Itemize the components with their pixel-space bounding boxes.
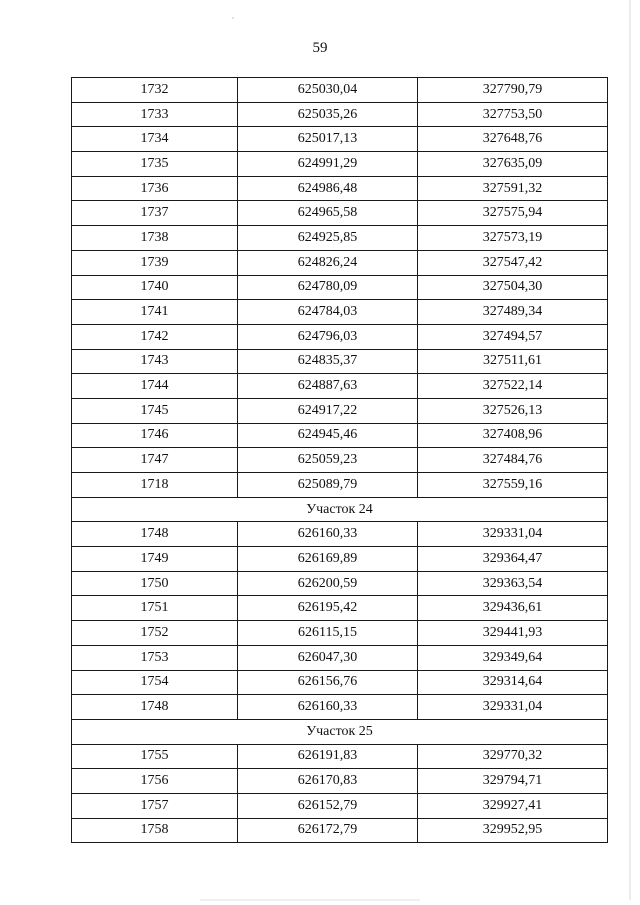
point-number-cell: 1743 bbox=[72, 349, 238, 374]
table-row bbox=[72, 324, 608, 349]
x-coordinate-cell: 625089,79 bbox=[238, 473, 418, 498]
table-row bbox=[72, 522, 608, 547]
table-row bbox=[72, 78, 608, 103]
y-coordinate-cell: 329331,04 bbox=[418, 522, 608, 547]
x-coordinate-cell: 625030,04 bbox=[238, 78, 418, 103]
table-row bbox=[72, 571, 608, 596]
x-coordinate-cell: 624784,03 bbox=[238, 300, 418, 325]
y-coordinate-cell: 327753,50 bbox=[418, 102, 608, 127]
point-number-cell: 1748 bbox=[72, 695, 238, 720]
point-number-cell: 1758 bbox=[72, 818, 238, 843]
y-coordinate-cell: 327494,57 bbox=[418, 324, 608, 349]
y-coordinate-cell: 329927,41 bbox=[418, 793, 608, 818]
section-row bbox=[72, 497, 608, 522]
x-coordinate-cell: 626156,76 bbox=[238, 670, 418, 695]
x-coordinate-cell: 626200,59 bbox=[238, 571, 418, 596]
x-coordinate-cell: 626160,33 bbox=[238, 522, 418, 547]
y-coordinate-cell: 327408,96 bbox=[418, 423, 608, 448]
y-coordinate-cell: 329349,64 bbox=[418, 645, 608, 670]
point-number-cell: 1744 bbox=[72, 374, 238, 399]
x-coordinate-cell: 626172,79 bbox=[238, 818, 418, 843]
x-coordinate-cell: 624826,24 bbox=[238, 250, 418, 275]
table-row bbox=[72, 250, 608, 275]
point-number-cell: 1753 bbox=[72, 645, 238, 670]
page-number: 59 bbox=[312, 40, 328, 56]
table-row bbox=[72, 670, 608, 695]
x-coordinate-cell: 626152,79 bbox=[238, 793, 418, 818]
table-row bbox=[72, 547, 608, 572]
point-number-cell: 1742 bbox=[72, 324, 238, 349]
table-row bbox=[72, 695, 608, 720]
table-row bbox=[72, 374, 608, 399]
y-coordinate-cell: 327573,19 bbox=[418, 226, 608, 251]
point-number-cell: 1757 bbox=[72, 793, 238, 818]
point-number-cell: 1732 bbox=[72, 78, 238, 103]
y-coordinate-cell: 327526,13 bbox=[418, 398, 608, 423]
point-number-cell: 1745 bbox=[72, 398, 238, 423]
table-row bbox=[72, 473, 608, 498]
y-coordinate-cell: 327575,94 bbox=[418, 201, 608, 226]
x-coordinate-cell: 625059,23 bbox=[238, 448, 418, 473]
table-row bbox=[72, 201, 608, 226]
y-coordinate-cell: 329363,54 bbox=[418, 571, 608, 596]
point-number-cell: 1740 bbox=[72, 275, 238, 300]
point-number-cell: 1748 bbox=[72, 522, 238, 547]
table-row bbox=[72, 744, 608, 769]
coordinates-table bbox=[71, 77, 608, 843]
point-number-cell: 1752 bbox=[72, 621, 238, 646]
x-coordinate-cell: 625035,26 bbox=[238, 102, 418, 127]
table-row bbox=[72, 176, 608, 201]
y-coordinate-cell: 327547,42 bbox=[418, 250, 608, 275]
y-coordinate-cell: 327790,79 bbox=[418, 78, 608, 103]
table-row bbox=[72, 127, 608, 152]
point-number-cell: 1733 bbox=[72, 102, 238, 127]
point-number-cell: 1746 bbox=[72, 423, 238, 448]
point-number-cell: 1747 bbox=[72, 448, 238, 473]
y-coordinate-cell: 329364,47 bbox=[418, 547, 608, 572]
point-number-cell: 1756 bbox=[72, 769, 238, 794]
point-number-cell: 1734 bbox=[72, 127, 238, 152]
table-row bbox=[72, 423, 608, 448]
point-number-cell: 1735 bbox=[72, 152, 238, 177]
table-row bbox=[72, 818, 608, 843]
y-coordinate-cell: 327635,09 bbox=[418, 152, 608, 177]
table-row bbox=[72, 769, 608, 794]
x-coordinate-cell: 626169,89 bbox=[238, 547, 418, 572]
x-coordinate-cell: 624780,09 bbox=[238, 275, 418, 300]
x-coordinate-cell: 624991,29 bbox=[238, 152, 418, 177]
y-coordinate-cell: 327484,76 bbox=[418, 448, 608, 473]
y-coordinate-cell: 329331,04 bbox=[418, 695, 608, 720]
x-coordinate-cell: 624945,46 bbox=[238, 423, 418, 448]
table-row bbox=[72, 300, 608, 325]
x-coordinate-cell: 624887,63 bbox=[238, 374, 418, 399]
point-number-cell: 1754 bbox=[72, 670, 238, 695]
table-row bbox=[72, 448, 608, 473]
table-row bbox=[72, 102, 608, 127]
y-coordinate-cell: 327489,34 bbox=[418, 300, 608, 325]
table-row bbox=[72, 226, 608, 251]
x-coordinate-cell: 625017,13 bbox=[238, 127, 418, 152]
y-coordinate-cell: 329770,32 bbox=[418, 744, 608, 769]
x-coordinate-cell: 624835,37 bbox=[238, 349, 418, 374]
table-row bbox=[72, 596, 608, 621]
point-number-cell: 1751 bbox=[72, 596, 238, 621]
point-number-cell: 1736 bbox=[72, 176, 238, 201]
x-coordinate-cell: 626191,83 bbox=[238, 744, 418, 769]
table-row bbox=[72, 275, 608, 300]
point-number-cell: 1755 bbox=[72, 744, 238, 769]
y-coordinate-cell: 329441,93 bbox=[418, 621, 608, 646]
table-row bbox=[72, 793, 608, 818]
x-coordinate-cell: 624917,22 bbox=[238, 398, 418, 423]
y-coordinate-cell: 327591,32 bbox=[418, 176, 608, 201]
section-row bbox=[72, 719, 608, 744]
table-row bbox=[72, 398, 608, 423]
x-coordinate-cell: 626047,30 bbox=[238, 645, 418, 670]
table-row bbox=[72, 645, 608, 670]
table-row bbox=[72, 349, 608, 374]
y-coordinate-cell: 327511,61 bbox=[418, 349, 608, 374]
x-coordinate-cell: 626195,42 bbox=[238, 596, 418, 621]
y-coordinate-cell: 327559,16 bbox=[418, 473, 608, 498]
point-number-cell: 1750 bbox=[72, 571, 238, 596]
x-coordinate-cell: 626160,33 bbox=[238, 695, 418, 720]
point-number-cell: 1718 bbox=[72, 473, 238, 498]
x-coordinate-cell: 626115,15 bbox=[238, 621, 418, 646]
y-coordinate-cell: 329794,71 bbox=[418, 769, 608, 794]
y-coordinate-cell: 327522,14 bbox=[418, 374, 608, 399]
y-coordinate-cell: 327648,76 bbox=[418, 127, 608, 152]
x-coordinate-cell: 624925,85 bbox=[238, 226, 418, 251]
point-number-cell: 1739 bbox=[72, 250, 238, 275]
point-number-cell: 1738 bbox=[72, 226, 238, 251]
x-coordinate-cell: 624965,58 bbox=[238, 201, 418, 226]
coordinates-table-body bbox=[72, 78, 608, 843]
point-number-cell: 1741 bbox=[72, 300, 238, 325]
y-coordinate-cell: 327504,30 bbox=[418, 275, 608, 300]
table-row bbox=[72, 152, 608, 177]
point-number-cell: 1737 bbox=[72, 201, 238, 226]
x-coordinate-cell: 626170,83 bbox=[238, 769, 418, 794]
y-coordinate-cell: 329436,61 bbox=[418, 596, 608, 621]
section-title: Участок 24 bbox=[72, 497, 608, 522]
y-coordinate-cell: 329952,95 bbox=[418, 818, 608, 843]
y-coordinate-cell: 329314,64 bbox=[418, 670, 608, 695]
x-coordinate-cell: 624986,48 bbox=[238, 176, 418, 201]
x-coordinate-cell: 624796,03 bbox=[238, 324, 418, 349]
table-row bbox=[72, 621, 608, 646]
point-number-cell: 1749 bbox=[72, 547, 238, 572]
section-title: Участок 25 bbox=[72, 719, 608, 744]
